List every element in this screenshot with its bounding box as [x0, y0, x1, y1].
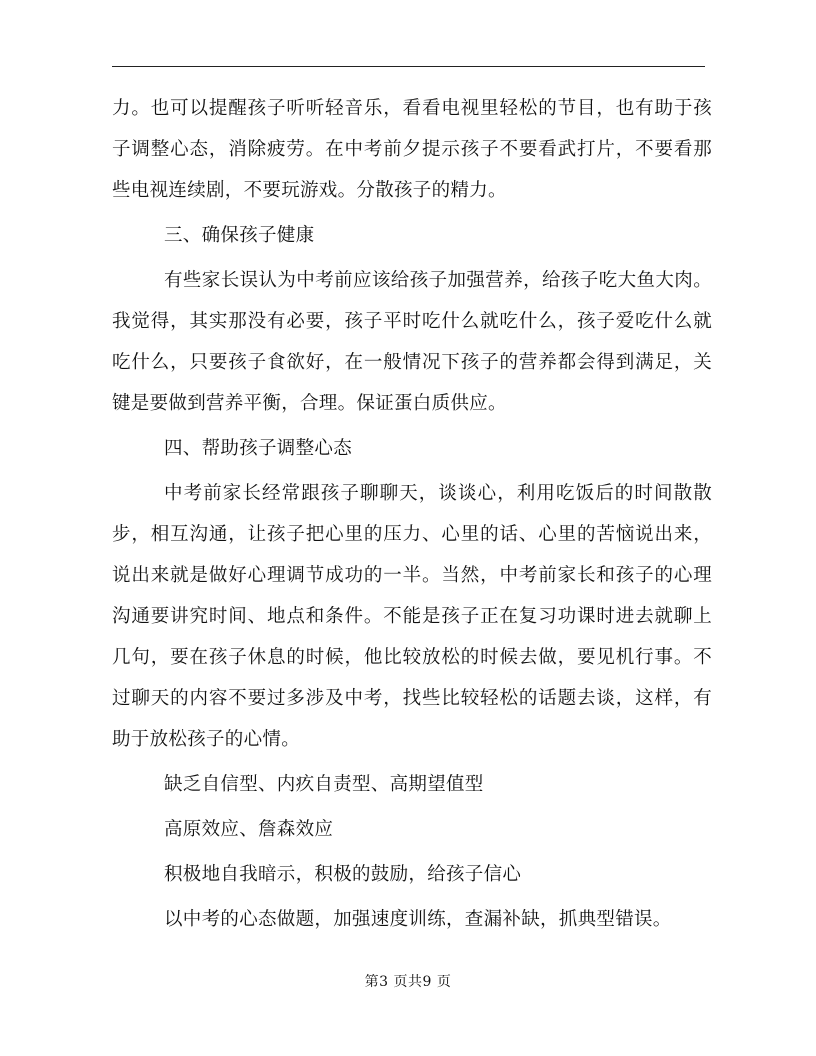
section-heading-adjust-mindset: 四、帮助孩子调整心态 [164, 438, 353, 459]
list-item-exam-practice: 以中考的心态做题，加强速度训练，查漏补缺，抓典型错误。 [164, 909, 672, 930]
list-item-types: 缺乏自信型、内疚自责型、高期望值型 [164, 774, 484, 795]
list-item-encouragement: 积极地自我暗示，积极的鼓励，给孩子信心 [164, 864, 522, 885]
paragraph-communication: 中考前家长经常跟孩子聊聊天，谈谈心，利用吃饭后的时间散散步，相互沟通，让孩子把心里的压力、心里的话、心里的苦恼说出来，说出来就是做好心理调节成功的一半。当然，中考前家长和孩子的心理沟通要讲究时间、地点和条件。不能是孩子正在复习功课时进去就聊上几句，要在孩子休息的时候，他比较放松的时候去做，要见机行事。不过聊天的内容不要过多涉及中考，找些比较轻松的话题去谈，这样，有助于放松孩子的心情。 [112, 483, 712, 750]
page-footer [0, 971, 816, 991]
paragraph-nutrition: 有些家长误认为中考前应该给孩子加强营养，给孩子吃大鱼大肉。我觉得，其实那没有必要，孩子平时吃什么就吃什么，孩子爱吃什么就吃什么，只要孩子食欲好，在一般情况下孩子的营养都会得到满足，关键是要做到营养平衡，合理。保证蛋白质供应。 [112, 270, 712, 414]
list-item-effects: 高原效应、詹森效应 [164, 819, 334, 840]
paragraph-continuation: 力。也可以提醒孩子听听轻音乐，看看电视里轻松的节目，也有助于孩子调整心态，消除疲劳。在中考前夕提示孩子不要看武打片，不要看那些电视连续剧，不要玩游戏。分散孩子的精力。 [112, 98, 712, 201]
document-body [112, 88, 712, 940]
section-heading-ensure-health: 三、确保孩子健康 [164, 225, 315, 246]
page-number: 第3 页共9 页 [364, 974, 452, 990]
header-rule [112, 66, 705, 67]
